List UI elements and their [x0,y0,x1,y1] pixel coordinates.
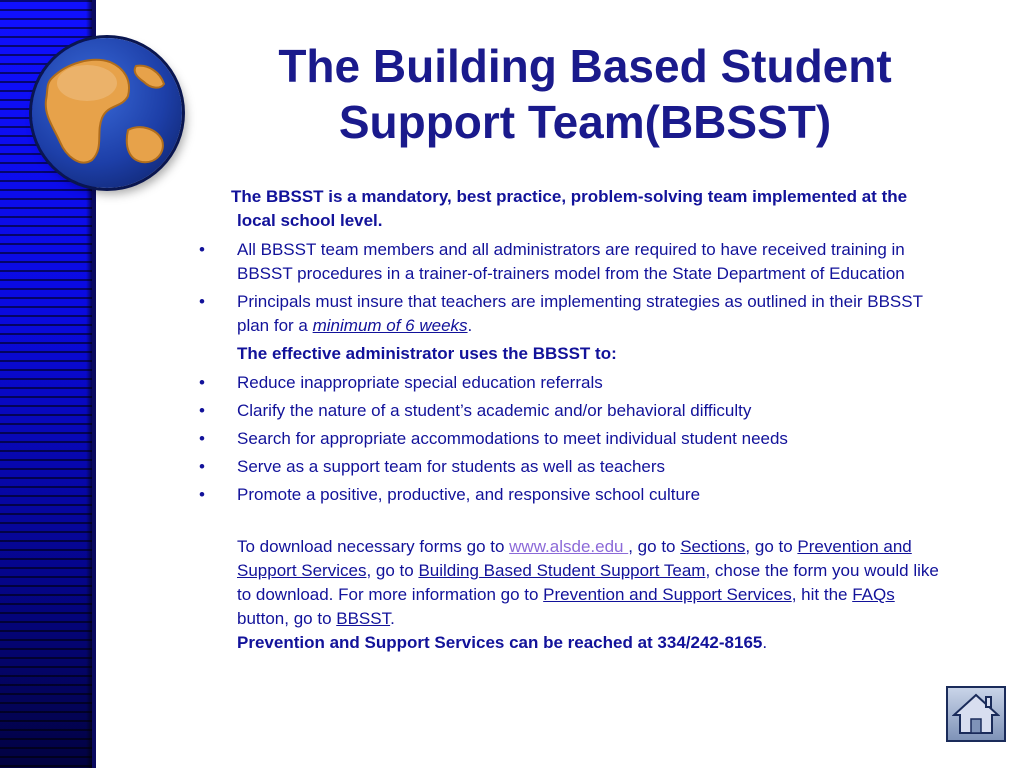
home-icon [952,691,1000,737]
prevention-services-link-2[interactable]: Prevention and Support Services [543,585,792,604]
bullet-training: • All BBSST team members and all administrators are required to have received training in BBSST procedures in a trainer-of-trainers model from the State Department of Education [185,238,945,286]
spacer [185,511,945,535]
use-item: • Reduce inappropriate special education referrals [185,371,945,395]
intro-text: The BBSST is a mandatory, best practice, problem-solving team implemented at the local school level. [231,187,908,230]
bullet-principals [185,290,945,338]
globe-icon [32,38,182,188]
alsde-link[interactable]: www.alsde.edu [509,537,629,556]
contact-info: Prevention and Support Services can be reached at 334/242-8165 [237,633,763,652]
download-text: button, go to [237,609,337,628]
subheading: The effective administrator uses the BBSST to: [237,344,617,363]
download-text: , go to [366,561,419,580]
page-title [200,38,970,150]
prevention-services-link[interactable]: Prevention and Support Services [237,537,912,580]
use-item: • Clarify the nature of a student’s academic and/or behavioral difficulty [185,399,945,423]
use-item: • Promote a positive, productive, and responsive school culture [185,483,945,507]
download-text: To download necessary forms go to [237,537,510,556]
download-text: , go to [628,537,681,556]
title-line-2: Support Team(BBSST) [338,96,832,148]
slide-body [185,185,945,660]
download-text: , chose the form you would like to download. For more information go to [237,561,939,604]
bullet-principals-text: Principals must insure that teachers are implementing strategies as outlined in their BBSST plan for a [237,292,923,335]
sections-link[interactable]: Sections [680,537,746,556]
faqs-link[interactable]: FAQs [852,585,895,604]
home-button[interactable] [946,686,1006,742]
download-text: , hit the [791,585,853,604]
use-item: • Search for appropriate accommodations to meet individual student needs [185,427,945,451]
minimum-weeks-emphasis: minimum of 6 weeks [312,316,468,335]
download-text: . [390,609,395,628]
download-text-end: . [762,633,768,652]
bullet-principals-end: . [467,316,473,335]
download-instructions [185,535,945,655]
bbsst-team-link[interactable]: Building Based Student Support Team [418,561,706,580]
download-text: , go to [745,537,798,556]
bbsst-link[interactable]: BBSST [336,609,391,628]
use-item: • Serve as a support team for students as well as teachers [185,455,945,479]
title-line-1: The Building Based Student [278,40,892,92]
